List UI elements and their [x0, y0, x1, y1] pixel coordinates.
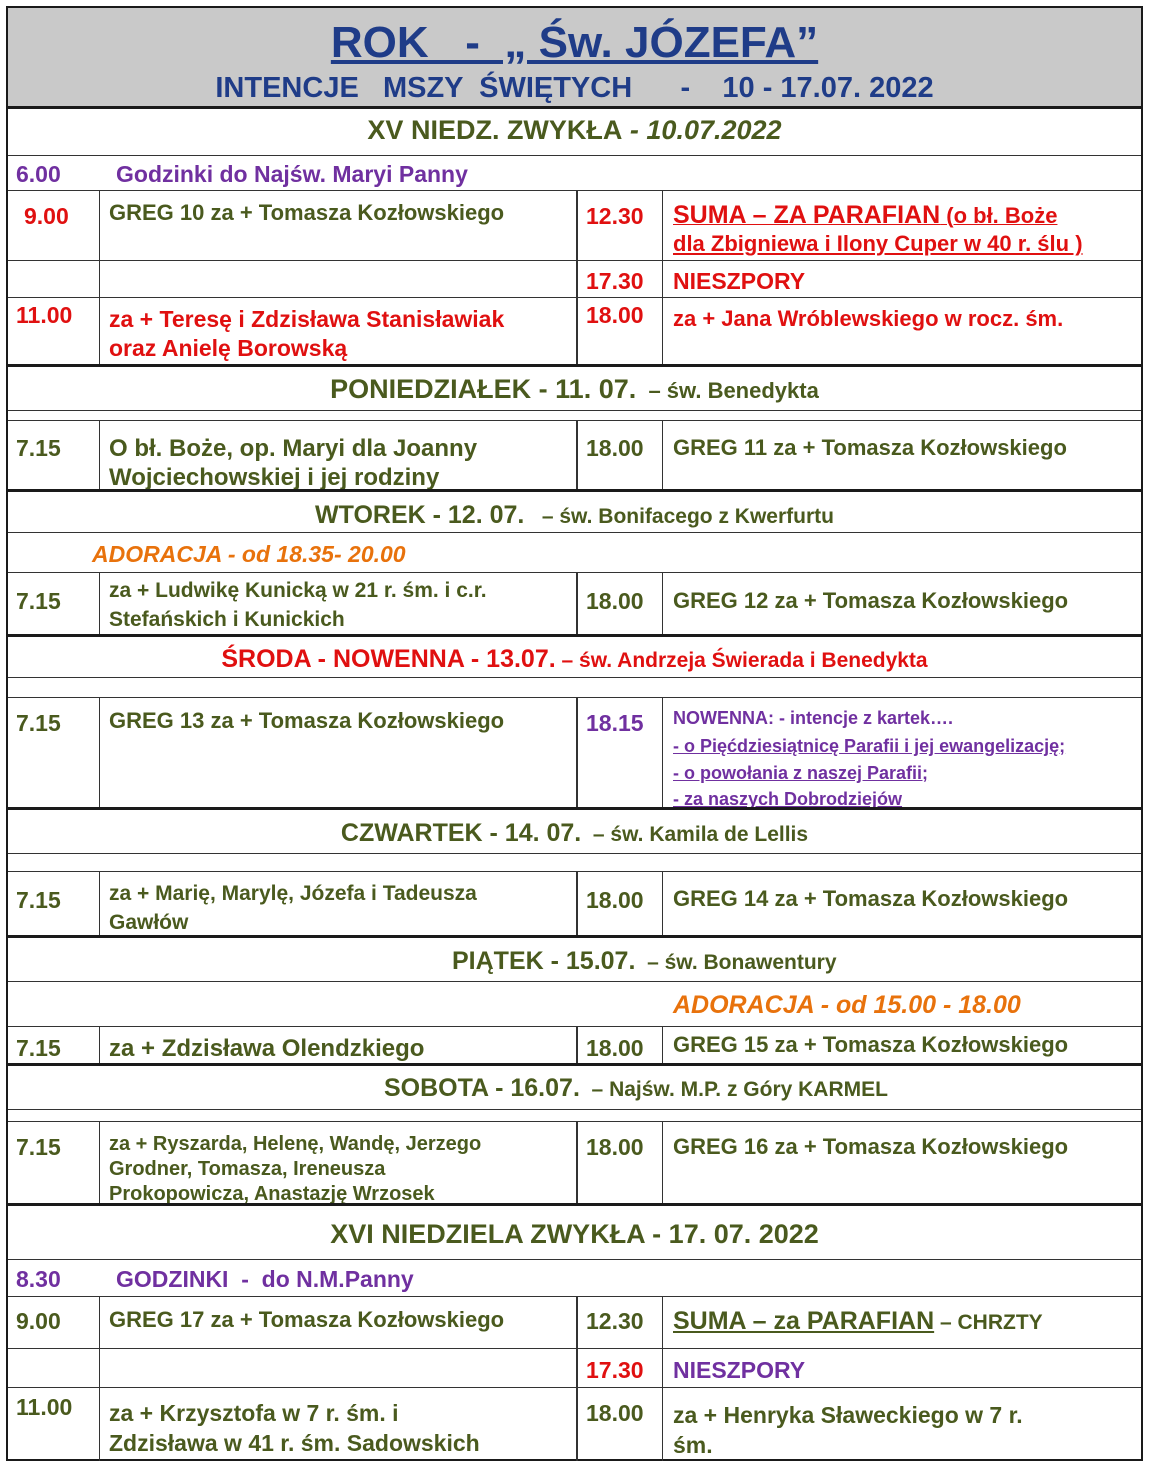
intention-text: GREG 16 za + Tomasza Kozłowskiego	[673, 1134, 1069, 1159]
saint-name: – św. Bonawentury	[635, 951, 837, 974]
day-name: ŚRODA - NOWENNA - 13.07.	[221, 645, 556, 673]
time: 9.00	[24, 203, 69, 229]
mass-row: 7.15 za + Ludwikę Kunicką w 21 r. śm. i c.r. Stefańskich i Kunickich 18.00 GREG 12 za + Tomasza Kozłowskiego	[8, 572, 1141, 634]
spacer-row	[8, 1109, 1141, 1121]
time: 7.15	[16, 887, 61, 913]
day-name: CZWARTEK - 14. 07.	[340, 819, 582, 847]
day-date: - 10.07.2022	[622, 115, 782, 145]
godzinki-row	[8, 1259, 1141, 1296]
intention-text: GREG 10 za + Tomasza Kozłowskiego	[109, 200, 505, 225]
saint-name: – Najśw. M.P. z Góry KARMEL	[579, 1078, 888, 1101]
novena-item: - o Pięćdziesiątnicę Parafii i jej ewangelizację;	[673, 736, 1066, 756]
spacer-row	[8, 410, 1141, 420]
page-title: ROK - „ Św. JÓZEFA”	[330, 18, 819, 67]
time: 6.00	[16, 161, 61, 187]
intention-text: Godzinki do Najśw. Maryi Panny	[116, 161, 468, 187]
intention-text: za + Marię, Marylę, Józefa i Tadeusza	[109, 882, 477, 905]
intention-text: za + Jana Wróblewskiego w rocz. śm.	[673, 306, 1064, 331]
intention-text: GREG 11 za + Tomasza Kozłowskiego	[673, 435, 1067, 460]
time: 12.30	[586, 1308, 644, 1334]
day-heading-sunday-1	[8, 109, 1141, 155]
intention-text: GODZINKI - do N.M.Panny	[116, 1266, 414, 1292]
intention-text: GREG 14 za + Tomasza Kozłowskiego	[673, 886, 1069, 911]
intention-text: za + Krzysztofa w 7 r. śm. i	[109, 1400, 399, 1426]
time: 11.00	[16, 302, 73, 328]
intention-text: GREG 15 za + Tomasza Kozłowskiego	[673, 1032, 1069, 1057]
intention-text: NIESZPORY	[673, 1357, 806, 1383]
intention-text: NIESZPORY	[673, 268, 806, 294]
saint-name: – św. Andrzeja Świerada i Benedykta	[555, 649, 928, 672]
adoration-text: ADORACJA - od 15.00 - 18.00	[673, 991, 1021, 1019]
intention-text: O bł. Boże, op. Maryi dla Joanny	[109, 435, 478, 462]
time: 18.00	[586, 435, 644, 461]
mass-row	[8, 1348, 1141, 1387]
page-subtitle: INTENCJE MSZY ŚWIĘTYCH - 10 - 17.07. 2022	[215, 72, 934, 104]
saint-name: – św. Benedykta	[636, 378, 819, 403]
time: 7.15	[16, 435, 61, 461]
day-name: SOBOTA - 16.07.	[384, 1074, 580, 1102]
day-name: XVI NIEDZIELA ZWYKŁA - 17. 07. 2022	[330, 1219, 819, 1249]
time: 7.15	[16, 710, 61, 736]
mass-row: 11.00 za + Krzysztofa w 7 r. śm. i Zdzisława w 41 r. śm. Sadowskich 18.00 za + Henryka Sławeckiego w 7 r. śm.	[8, 1387, 1141, 1461]
saint-name: – św. Kamila de Lellis	[581, 823, 809, 846]
intention-text: za + Teresę i Zdzisława Stanisławiak	[109, 306, 505, 332]
saint-name: – św. Bonifacego z Kwerfurtu	[524, 505, 834, 528]
day-heading-friday	[8, 935, 1141, 981]
intention-text: SUMA – za PARAFIAN	[673, 1307, 935, 1335]
intention-text: za + Ryszarda, Helenę, Wandę, Jerzego	[109, 1133, 482, 1155]
header	[8, 8, 1141, 109]
godzinki-row	[8, 155, 1141, 190]
day-heading-monday	[8, 364, 1141, 410]
mass-row: 7.15 O bł. Boże, op. Maryi dla Joanny Wojciechowskiej i jej rodziny 18.00 GREG 11 za + Tomasza Kozłowskiego	[8, 420, 1141, 489]
mass-row: 7.15 GREG 13 za + Tomasza Kozłowskiego 18.15 NOWENNA: - intencje z kartek…. - o Pięćdziesiątnicę Parafii i jej ewangelizację; - o powołania z naszej Parafii; - za naszych Dobrodziejów	[8, 697, 1141, 807]
intention-text: SUMA – ZA PARAFIAN	[673, 201, 941, 229]
time: 8.30	[16, 1266, 61, 1292]
mass-row	[8, 1026, 1141, 1063]
intention-text: za + Henryka Sławeckiego w 7 r.	[673, 1402, 1023, 1428]
intention-text: za + Ludwikę Kunicką w 21 r. śm. i c.r.	[109, 579, 487, 602]
spacer-row	[8, 853, 1141, 871]
intention-text: GREG 12 za + Tomasza Kozłowskiego	[673, 588, 1069, 613]
day-heading-sunday-2	[8, 1203, 1141, 1259]
time: 18.00	[586, 588, 644, 614]
time: 18.00	[586, 1035, 644, 1061]
time: 18.00	[586, 302, 644, 328]
day-name: PIĄTEK - 15.07.	[452, 947, 636, 975]
time: 17.30	[586, 268, 644, 294]
time: 18.00	[586, 887, 644, 913]
time: 11.00	[16, 1394, 73, 1420]
day-heading-wednesday	[8, 634, 1141, 677]
mass-row: 7.15 za + Marię, Marylę, Józefa i Tadeusza Gawłów 18.00 GREG 14 za + Tomasza Kozłowskiego	[8, 871, 1141, 935]
novena-title: NOWENNA	[673, 708, 768, 728]
intention-text: GREG 13 za + Tomasza Kozłowskiego	[109, 708, 505, 733]
time: 7.15	[16, 588, 61, 614]
mass-row: 9.00 GREG 17 za + Tomasza Kozłowskiego 12.30 SUMA – za PARAFIAN – CHRZTY	[8, 1296, 1141, 1348]
adoration-row	[8, 532, 1141, 572]
adoration-row	[8, 981, 1141, 1026]
novena-item: - o powołania z naszej Parafii;	[673, 763, 929, 783]
schedule-sheet	[6, 6, 1143, 1461]
time: 7.15	[16, 1035, 61, 1061]
day-name: PONIEDZIAŁEK - 11. 07.	[330, 374, 637, 404]
time: 18.15	[586, 710, 644, 736]
day-heading-saturday	[8, 1063, 1141, 1109]
novena-item: - za naszych Dobrodziejów	[673, 789, 903, 809]
mass-row	[8, 260, 1141, 297]
day-name: XV NIEDZ. ZWYKŁA	[367, 115, 623, 145]
time: 18.00	[586, 1400, 644, 1426]
adoration-text: ADORACJA - od 18.35- 20.00	[92, 541, 406, 567]
spacer-row	[8, 677, 1141, 697]
time: 7.15	[16, 1134, 61, 1160]
intention-text: GREG 17 za + Tomasza Kozłowskiego	[109, 1307, 505, 1332]
time: 18.00	[586, 1134, 644, 1160]
day-heading-tuesday	[8, 489, 1141, 532]
mass-row: 11.00 za + Teresę i Zdzisława Stanisławiak oraz Anielę Borowską 18.00 za + Jana Wróblewskiego w rocz. śm.	[8, 297, 1141, 364]
intention-text: za + Zdzisława Olendzkiego	[109, 1035, 425, 1062]
time: 17.30	[586, 1357, 644, 1383]
mass-row: 7.15 za + Ryszarda, Helenę, Wandę, Jerzego Grodner, Tomasza, Ireneusza Prokopowicza, Anastazję Wrzosek 18.00 GREG 16 za + Tomasza Kozłowskiego	[8, 1121, 1141, 1203]
mass-row: 9.00 GREG 10 za + Tomasza Kozłowskiego 12.30 SUMA – ZA PARAFIAN (o bł. Boże dla Zbigniewa i Ilony Cuper w 40 r. ślu )	[8, 190, 1141, 260]
day-heading-thursday	[8, 807, 1141, 853]
time: 9.00	[16, 1308, 61, 1334]
day-name: WTOREK - 12. 07.	[315, 501, 525, 529]
time: 12.30	[586, 203, 644, 229]
